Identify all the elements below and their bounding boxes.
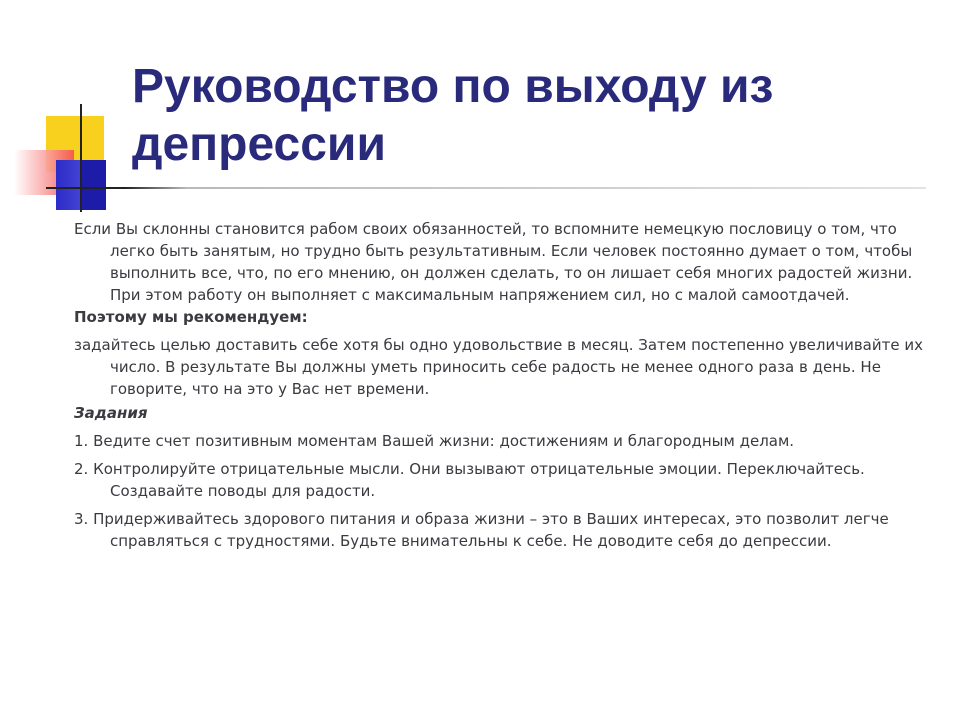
recommend-paragraph: задайтесь целью доставить себе хотя бы одно удовольствие в месяц. Затем постепенно увеличивайте их число. В результате Вы должны уметь приносить себе радость не менее одного раза в день. Не говорите, что на это у Вас нет времени. xyxy=(74,336,923,398)
task-item-1: 1. Ведите счет позитивным моментам Вашей жизни: достижениям и благородным делам. xyxy=(74,432,795,450)
title-divider-line xyxy=(46,187,926,189)
slide-body xyxy=(74,218,936,552)
slide-title: Руководство по выходу из депрессии xyxy=(132,60,774,171)
decor-dark-blue-square xyxy=(82,160,106,210)
recommend-heading: Поэтому мы рекомендуем: xyxy=(74,308,308,326)
decor-vertical-line xyxy=(80,104,82,212)
task-item-3: 3. Придерживайтесь здорового питания и образа жизни – это в Ваших интересах, это позволит легче справляться с трудностями. Будьте внимательны к себе. Не доводите себя до депрессии. xyxy=(74,510,889,550)
task-item-2: 2. Контролируйте отрицательные мысли. Они вызывают отрицательные эмоции. Переключайтесь. Создавайте поводы для радости. xyxy=(74,460,865,500)
intro-paragraph: Если Вы склонны становится рабом своих обязанностей, то вспомните немецкую пословицу о том, что легко быть занятым, но трудно быть результативным. Если человек постоянно думает о том, чтобы выполнить все, что, по его мнению, он должен сделать, то он лишает себя многих радостей жизни. При этом работу он выполняет с максимальным напряжением сил, но с малой самоотдачей. xyxy=(74,220,913,304)
tasks-heading: Задания xyxy=(74,404,148,422)
